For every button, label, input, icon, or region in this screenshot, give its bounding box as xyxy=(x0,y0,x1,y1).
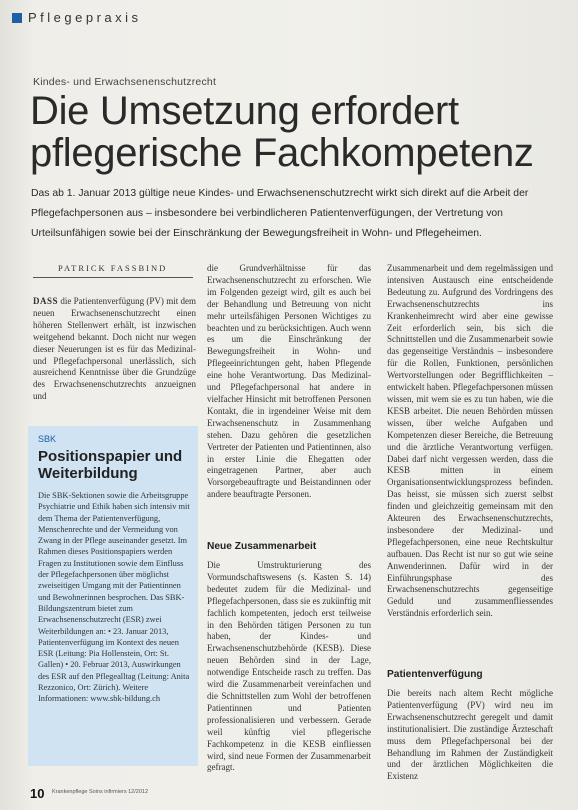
title-line-2: pflegerische Fachkompetenz xyxy=(30,131,534,175)
article-lead: Das ab 1. Januar 2013 gültige neue Kindes- und Erwachsenenschutzrecht wirkt sich direkt auf die Arbeit der Pflegefachpersonen aus – insbesondere bei verbindlicheren Patientenverfügungen, der Vertretung von Urteilsunfähigen sowie bei der Einschränkung der Bewegungsfreiheit in Wohn- und Pflegeheimen. xyxy=(31,188,529,239)
column-3-text-b: Die bereits nach altem Recht mögliche Patientenverfügung (PV) wird neu im Erwachsenenschutzrecht geregelt und damit institutionalisiert. Die zuständige Ärzteschaft muss dem Pflegefachpersonal bei der Behandlung im Rahmen der Zuständigkeit und der ärztlichen Möglichkeiten die Existenz xyxy=(387,688,553,782)
info-sidebox xyxy=(28,426,198,766)
section-marker-square xyxy=(12,13,22,23)
column-1-body: die Patientenverfügung (PV) mit dem neuen Erwachsenenschutzrecht einen höheren Stellenwert erhält, ist inzwischen weitgehend bekannt. Doch nicht nur wegen dieser Neuerungen ist es für das Medizinal- und Pflegefachpersonal unerlässlich, sich ausreichend Kenntnisse über die Grundzüge des Erwachsenenschutzrechts anzueignen und xyxy=(33,296,196,402)
title-line-1: Die Umsetzung erfordert xyxy=(30,89,459,133)
sidebox-label: SBK xyxy=(38,434,57,444)
column-2-text-b: Die Umstrukturierung des Vormundschaftswesens (s. Kasten S. 14) bedeutet zudem für die Medizinal- und Pflegefachpersonen, dass sie es zukünftig mit fachlich kompetenten, jedoch erst teilweise in den Behörden tätigen Personen zu tun haben, der Kindes- und Erwachsenenschutzbehörde (KESB). Diese neuen Behörden sind in der Lage, notwendige Entscheide rasch zu treffen. Das wird die Zusammenarbeit vereinfachen und die Schnittstellen zum Wohl der betroffenen Patientinnen und Patienten professionalisieren und verbessern. Gerade weil künftig viel pflegerische Fachkompetenz in die KESB einfliessen wird, sind neue Formen der Zusammenarbeit gefragt. xyxy=(207,560,371,773)
article-kicker: Kindes- und Erwachsenenschutzrecht xyxy=(33,76,217,88)
sidebox-title: Positionspapier und Weiterbildung xyxy=(38,448,183,482)
section-header xyxy=(12,10,142,25)
page-number: 10 xyxy=(30,786,45,801)
drop-word: DASS xyxy=(33,296,59,306)
section-title: Pflegepraxis xyxy=(28,10,142,25)
subhead-patientenverfuegung: Patientenverfügung xyxy=(387,669,483,680)
column-3-text: Zusammenarbeit und dem regelmässigen und intensiven Austausch eine entscheidende Bedeutung zu. Aufgrund des Vordringens des Erwachsenenschutzrechts ins Krankenheimrecht wird aber eine gewisse Zeit erforderlich sein, bis sich die Schnittstellen und die Zusammenarbeit sowie das gegenseitige Verständnis – insbesondere für die Rollen, Funktionen, persönlichen Wertvorstellungen oder Begrifflichkeiten – entwickelt haben. Pflegefachpersonen müssen wissen, mit wem sie es zu tun haben, wie die KESB arbeitet. Die neuen Behörden müssen wissen, über welche Aufgaben und Kompetenzen dieser Bereiche, die Betreuung und die ärztliche Verantwortung verfügen. Dabei darf nicht vergessen werden, dass die KESB mitten in einem Organisationsentwicklungsprozess befinden. Das heisst, sie müssen sich zuerst selbst finden und gleichzeitig gemeinsam mit den Akteuren des Erwachsenenschutzrechts, insbesondere der Medizinal- und Pflegefachpersonen, eine neue Rechtskultur aufbauen. Das Recht ist nur so gut wie seine Anwenderinnen. Dafür wird in der Einführungsphase des Erwachsenenschutzrechts gegenseitige Geduld und zusammenfliessendes Verständnis erforderlich sein. xyxy=(387,263,553,619)
column-2-text: die Grundverhältnisse für das Erwachsenenschutzrecht zu erforschen. Wie im Folgenden gezeigt wird, gilt es auch bei der Behandlung und Betreuung von nicht mehr urteilsfähigen Personen Wichtiges zu beachten und zu berücksichtigen. Auch wenn es um die Einschränkung der Bewegungsfreiheit in Wohn- und Pflegeeinrichtungen geht, haben Pflegende eine hohe Verantwortung. Das Medizinal- und Pflegefachpersonal hat andere in vielfacher Hinsicht mit betroffenen Personen Kontakt, die in irgendeiner Weise mit dem Erwachsenenschutz in Zusammenhang stehen. Dazu gehören die gesetzlichen Vertreter der Patienten und Patientinnen, also in erster Linie die Ehegatten oder eingetragenen Partner, aber auch Vorsorgebeauftragte und Beistandinnen oder andere beauftragte Personen. xyxy=(207,263,371,500)
column-1-text xyxy=(33,296,196,403)
sidebox-body: Die SBK-Sektionen sowie die Arbeitsgruppe Psychiatrie und Ethik haben sich intensiv mit dem Thema der Patientenverfügung, Menschenrechte und der Vermeidung von Zwang in der Pflege auseinander gesetzt. Im Rahmen dieses Positionspapiers werden Fragen zu Institutionen sowie dem Einfluss der Pflegefachpersonen über möglichst zweiseitigen Umgang mit der Patientinnen und Bewohnerinnen besprochen. Das SBK-Bildungszentrum bietet zum Erwachsenenschutzrecht (ESR) zwei Weiterbildungen an: • 23. Januar 2013, Patientenverfügung im Kontext des neuen ESR (Leitung: Pia Hollenstein, Ort: St. Gallen) • 20. Februar 2013, Auswirkungen des ESR auf den Pflegealltag (Leitung: Anita Rezzonico, Ort: Zürich). Weitere Informationen: www.sbk-bildung.ch xyxy=(38,491,190,704)
author-byline: PATRICK FASSBIND xyxy=(58,263,168,273)
subhead-zusammenarbeit: Neue Zusammenarbeit xyxy=(207,541,317,552)
footer-source: Krankenpflege Soins infirmiers 12/2012 xyxy=(52,789,149,795)
article-title xyxy=(30,90,570,174)
byline-rule xyxy=(33,277,193,278)
